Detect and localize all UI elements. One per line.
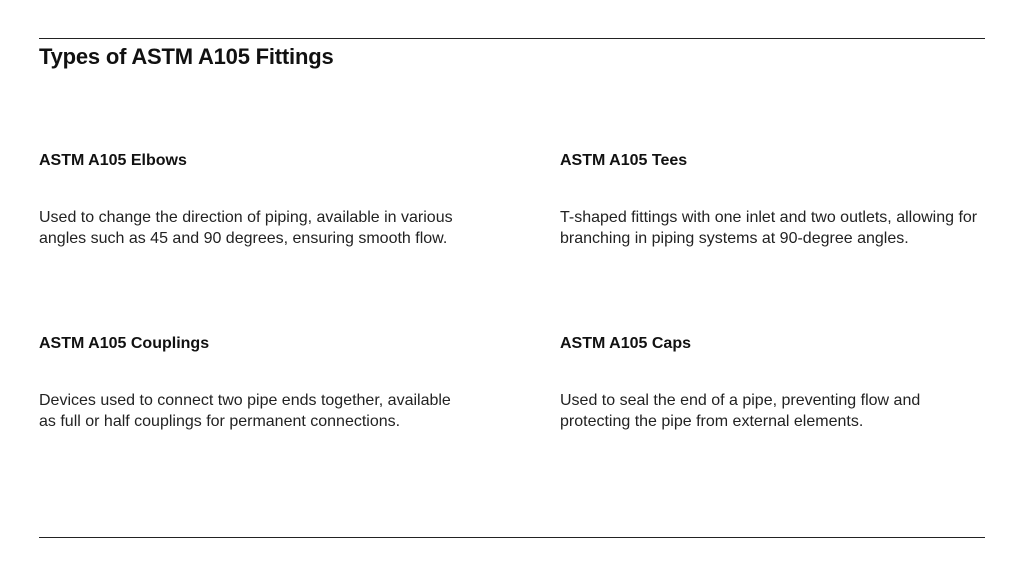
card-tees — [560, 151, 980, 249]
top-divider — [39, 38, 985, 39]
page-title: Types of ASTM A105 Fittings — [39, 44, 334, 69]
card-heading: ASTM A105 Elbows — [39, 152, 187, 169]
card-caps — [560, 334, 980, 432]
card-heading: ASTM A105 Couplings — [39, 335, 210, 352]
card-description: Used to change the direction of piping, available in various angles such as 45 and 90 degrees, ensuring smooth flow. — [39, 209, 453, 247]
bottom-divider — [39, 537, 985, 538]
card-heading: ASTM A105 Caps — [560, 335, 691, 352]
card-description: T-shaped fittings with one inlet and two outlets, allowing for branching in piping systems at 90-degree angles. — [560, 209, 978, 247]
card-heading: ASTM A105 Tees — [560, 152, 688, 169]
card-description: Devices used to connect two pipe ends together, available as full or half couplings for permanent connections. — [39, 392, 451, 430]
card-elbows — [39, 151, 459, 249]
card-couplings — [39, 334, 459, 432]
card-description: Used to seal the end of a pipe, preventing flow and protecting the pipe from external elements. — [560, 392, 921, 430]
